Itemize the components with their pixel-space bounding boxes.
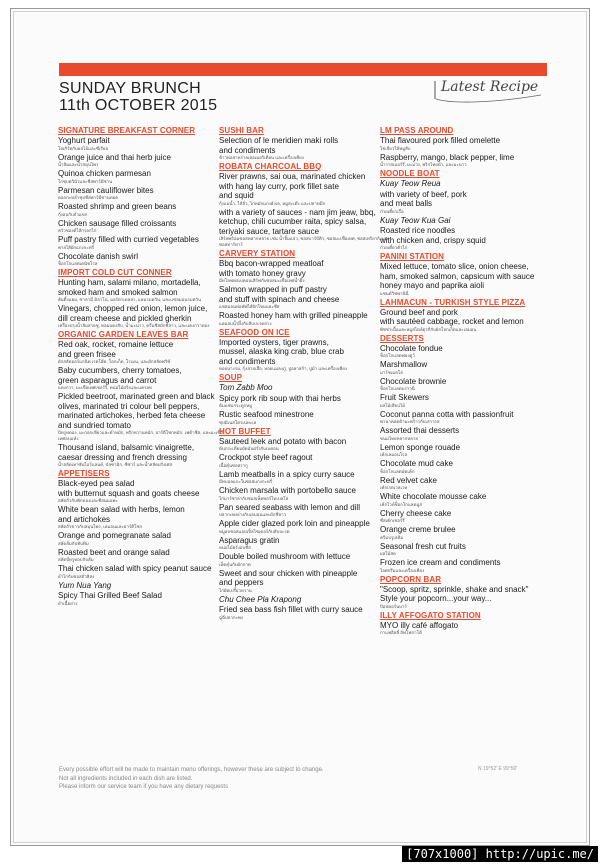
dish-thai-name: พานาคอตต้ามะพร้าวกับเสาวรส xyxy=(380,419,440,424)
menu-item xyxy=(380,344,552,360)
dish-thai-name: ช็อกโกแลตฟองดูว์ xyxy=(380,353,415,358)
menu-item xyxy=(380,585,552,610)
menu-section xyxy=(219,126,391,161)
dish-name: with a variety of sauces - nam jim jeaw, bbq, ketchup, chili cucumber raita, spicy salsa, teriyaki sauce, tartare sauce xyxy=(219,207,376,236)
dish-thai-name: ไก่ผัดเปรี้ยวหวาน xyxy=(219,587,252,593)
menu-item xyxy=(380,542,552,558)
dish-thai-name: ต้นกระเทียมผัดมันฝรั่งกับเบคอน xyxy=(219,446,279,451)
menu-item xyxy=(380,558,552,574)
dish-thai-name: น้ำส้มและน้ำสมุนไพร xyxy=(58,162,99,167)
menu-item xyxy=(380,443,552,459)
dish-thai-name: บีทรูทดอง, มะกอกเขียวและดำหมัก, พริกหวานหมัก, อาร์ติโชกหมัก, เฟต้าชีส, และมะเขือเทศอบแห้ง xyxy=(58,430,223,441)
menu-section xyxy=(380,169,552,251)
dish-name: River prawns, sai oua, marinated chicken with hang lay curry, pork fillet sate and squid xyxy=(219,172,366,200)
dish-name: "Scoop, spritz, sprinkle, shake and snack" Style your popcorn...your way... xyxy=(380,584,529,603)
dish-thai-name: เครื่องปรุงน้ำส้มสายชู, หอมแดงสับ, น้ำมะนาว, ครีมชีสผักชีลาว, และแตงกวาดอง xyxy=(58,323,210,328)
dish-name: Thai flavoured pork filled omelette xyxy=(380,136,501,145)
section-title: SUSHI BAR xyxy=(219,126,264,135)
section-title: CARVERY STATION xyxy=(219,249,296,258)
dish-name: Spicy pork rib soup with thai herbs xyxy=(219,393,341,403)
menu-section xyxy=(380,575,552,610)
menu-section xyxy=(380,126,552,168)
section-title: NOODLE BOAT xyxy=(380,169,440,178)
dish-name: Mixed lettuce, tomato slice, onion cheese, ham, smoked salmon, capsicum with sauce honey mayo and paprika aioli xyxy=(380,262,535,290)
dish-name: Apple cider glazed pork loin and pineapple xyxy=(219,519,370,528)
dish-name: Chu Chee Pla Krapong xyxy=(219,594,302,604)
dish-name: Hunting ham, salami milano, mortadella, smoked ham and smoked salmon xyxy=(58,278,201,297)
dish-name: Chocolate danish swirl xyxy=(58,251,139,261)
dish-thai-name: สลัดส้มกับทับทิม xyxy=(58,540,89,546)
dish-name: Black-eyed pea salad with butternut squash and goats cheese xyxy=(58,479,200,498)
menu-item xyxy=(58,564,230,580)
dish-name: Puff pastry filled with curried vegetables xyxy=(58,235,199,244)
section-title: APPETISERS xyxy=(58,469,110,478)
menu-item xyxy=(58,304,230,329)
menu-title: SUNDAY BRUNCH xyxy=(59,80,201,97)
dish-name: Sauteed leek and potato with bacon xyxy=(219,436,347,446)
section-title: SOUP xyxy=(219,373,243,382)
menu-item xyxy=(219,519,391,535)
dish-name: Ground beef and pork with sautéed cabbage, rocket and lemon xyxy=(380,307,524,326)
dish-name: Crockpot style beef ragout xyxy=(219,453,313,462)
dish-name: Marshmallow xyxy=(380,360,428,369)
dish-name: Pan seared seabass with lemon and dill xyxy=(219,502,360,512)
menu-section xyxy=(58,268,230,329)
dish-thai-name: ไข่เจียวไส้หมูสับ xyxy=(380,145,411,151)
dish-thai-name: ข้าวห่อสาหร่ายเลอเมอริเดียน และเครื่องเคียง xyxy=(219,155,304,160)
dish-name: Chicken marsala with portobello sauce xyxy=(219,486,356,495)
dish-name: Yum Nua Yang xyxy=(58,580,112,590)
dish-name: Kuay Teow Kua Gai xyxy=(380,215,451,225)
dish-thai-name: เค้กเรดเวลเวท xyxy=(380,485,408,490)
dish-name: Assorted thai desserts xyxy=(380,426,460,435)
dish-thai-name: ก๋วยเตี๋ยวเรือ xyxy=(380,208,404,214)
dish-name: Quinoa chicken parmesan xyxy=(58,169,151,178)
menu-item xyxy=(219,172,391,207)
menu-item xyxy=(58,505,230,530)
logo-text: Latest Recipe xyxy=(441,79,539,95)
menu-column-middle xyxy=(219,125,391,622)
dish-thai-name: แตงกวา, มะเขือเทศเชอร์รี่, หน่อไม้ฝรั่งและแครอท xyxy=(58,385,152,390)
menu-section xyxy=(219,328,391,373)
menu-item xyxy=(380,377,552,393)
menu-item xyxy=(58,531,230,547)
menu-date: 11th OCTOBER 2015 xyxy=(59,97,218,114)
menu-column-left xyxy=(58,125,230,608)
header-accent-bar xyxy=(59,63,547,76)
dish-name: Rustic seafood minestrone xyxy=(219,410,314,419)
section-title: SIGNATURE BREAKFAST CORNER xyxy=(58,126,196,135)
menu-item xyxy=(219,470,391,486)
menu-item xyxy=(380,190,552,215)
disclaimer-line: Please inform our service team if you have any dietary requests xyxy=(59,784,229,790)
dish-name: Sweet and sour chicken with pineapple and peppers xyxy=(219,568,358,587)
menu-section xyxy=(380,334,552,574)
menu-item xyxy=(58,443,230,468)
dish-thai-name: ยำไก่กับซอสถั่วลิสง xyxy=(58,573,95,579)
section-title: DESSERTS xyxy=(380,333,424,343)
section-title: PANINI STATION xyxy=(380,252,445,261)
section-title: ROBATA CHARCOAL BBQ xyxy=(219,162,322,171)
dish-thai-name: เสิร์ฟพร้อมซอสหลากหลาย เช่น น้ำจิ้มแจ่ว, ซอสบาร์บีคิว, ซอสมะเขือเทศ, ซอสเทริยากิ และซอสทาร์ทาร์ xyxy=(219,236,389,247)
menu-item xyxy=(380,509,552,525)
menu-item xyxy=(219,208,391,249)
menu-item xyxy=(380,262,552,297)
dish-name: Thai chicken salad with spicy peanut sauce xyxy=(58,564,212,573)
dish-name: Fried sea bass fish fillet with curry sauce xyxy=(219,605,363,614)
dish-name: Asparagus gratin xyxy=(219,535,280,545)
dish-thai-name: หมูอบซอสแอปเปิ้ลไซเดอร์กับสับปะรด xyxy=(219,528,290,534)
dish-thai-name: สลัดถั่วกับฟักทองและชีสนมแพะ xyxy=(58,498,118,503)
section-title: LM PASS AROUND xyxy=(380,126,454,135)
dish-thai-name: แซลมอนห่อพัฟไส้ผักโขมและชีส xyxy=(219,304,280,309)
dish-thai-name: ผลไม้เสียบไม้ xyxy=(380,402,406,408)
menu-section xyxy=(380,611,552,637)
dish-thai-name: มีทบอลแกะในซอสแกงกะหรี่ xyxy=(219,479,273,484)
menu-item xyxy=(380,492,552,508)
menu-item xyxy=(380,476,552,492)
dish-thai-name: แซนด์วิชพานินี่ xyxy=(380,290,409,296)
section-title: POPCORN BAR xyxy=(380,574,442,584)
dish-name: Coconut panna cotta with passionfruit xyxy=(380,409,514,419)
menu-item xyxy=(58,581,230,591)
section-title: IMPORT COLD CUT CONNER xyxy=(58,268,172,277)
upload-watermark[interactable]: [707x1000] http://upic.me/ xyxy=(402,846,598,862)
menu-section xyxy=(380,252,552,297)
dish-name: Kuay Teow Reua xyxy=(380,179,441,188)
dish-name: Spicy Thai Grilled Beef Salad xyxy=(58,591,162,600)
dish-name: Imported oysters, tiger prawns, mussel, alaska king crab, blue crab and condiments xyxy=(219,337,344,366)
menu-item xyxy=(58,479,230,504)
dish-thai-name: ครัวซองต์ไส้กรอกไก่ xyxy=(58,228,97,233)
menu-item xyxy=(58,591,230,607)
dish-thai-name: ยำเนื้อย่าง xyxy=(58,600,78,606)
dish-thai-name: โยเกิร์ตกับผลไม้และซีเรียล xyxy=(58,145,109,151)
menu-item xyxy=(219,552,391,568)
dish-thai-name: หอยนางรม, กุ้งลายเสือ, หอยแมลงภู่, ปูอลาสก้า, ปูม้า และเครื่องเคียง xyxy=(219,366,347,371)
menu-item xyxy=(219,394,391,410)
dish-name: with variety of beef, pork and meat balls xyxy=(380,189,467,208)
menu-item xyxy=(219,536,391,552)
menu-item xyxy=(380,426,552,442)
dish-thai-name: ปลากะพงย่างกับเลมอนและผักชีลาว xyxy=(219,512,287,517)
menu-item xyxy=(380,410,552,426)
dish-name: Bbq bacon-wrapped meatloaf with tomato honey gravy xyxy=(219,259,324,278)
menu-item xyxy=(58,219,230,235)
disclaimer-line: Every possible effort will be made to maintain menu offerings, however these are subject to change. xyxy=(59,767,324,773)
section-title: LAHMACUN - TURKISH STYLE PIZZA xyxy=(380,297,526,307)
menu-section xyxy=(219,427,391,621)
menu-item xyxy=(58,235,230,251)
dish-name: Red oak, rocket, romaine lettuce and green frisee xyxy=(58,340,174,359)
menu-item xyxy=(219,259,391,284)
dish-thai-name: ซุปมิเนสโตรเน่ทะเล xyxy=(219,419,257,425)
dish-name: Thousand island, balsamic vinaigrette, caesar dressing and french dressing xyxy=(58,443,195,462)
menu-section xyxy=(380,298,552,333)
menu-item xyxy=(380,136,552,152)
menu-item xyxy=(380,179,552,189)
dish-thai-name: พิซซ่าเนื้อและหมูสไตล์ตุรกีกับผักร็อกเก็ตและเลมอน xyxy=(380,326,477,332)
dish-thai-name: เค้กเลมอนโรล xyxy=(380,452,408,457)
dish-name: Orange and pomegranate salad xyxy=(58,531,171,540)
dish-thai-name: ผักสลัดออร์แกนิค เรดโอ๊ค, ร็อกเก็ต, โรเมน, และผักสลัดฟริซ์ xyxy=(58,359,171,364)
menu-item xyxy=(58,340,230,365)
dish-name: Tom Zabb Moo xyxy=(219,383,273,392)
section-title: SEAFOOD ON ICE xyxy=(219,327,290,337)
dish-name: MYO illy café affogato xyxy=(380,620,459,630)
dish-thai-name: น้ำราสเบอร์รี่, มะม่วง, พริกไทยดำ, และมะนาว xyxy=(380,162,467,167)
menu-item xyxy=(58,202,230,218)
dish-thai-name: พายไส้ผักแกงกะหรี่ xyxy=(58,244,94,250)
dish-thai-name: สลัดบีทรูทอบกับส้ม xyxy=(58,557,94,562)
menu-section xyxy=(219,373,391,426)
dish-name: Fruit Skewers xyxy=(380,393,429,402)
menu-item xyxy=(219,453,391,469)
menu-item xyxy=(219,486,391,502)
dish-thai-name: ชีสเค้กเชอร์รี่ xyxy=(380,518,405,523)
menu-item xyxy=(380,525,552,541)
dish-name: Baby cucumbers, cherry tomatoes, green asparagus and carrot xyxy=(58,366,182,385)
dish-thai-name: หน่อไม้ฝรั่งอบชีส xyxy=(219,545,251,550)
menu-item xyxy=(219,569,391,594)
dish-thai-name: ฮันติ้งแฮม, ซาลามี่ มิลาโน่, มอร์ตาเดลล่า, แฮมรมควัน, และแซลมอนรมควัน xyxy=(58,297,201,302)
dish-name: Orange juice and thai herb juice xyxy=(58,152,171,162)
dish-name: Raspberry, mango, black pepper, lime xyxy=(380,152,515,162)
menu-item xyxy=(58,252,230,268)
menu-item xyxy=(58,392,230,442)
menu-item xyxy=(219,311,391,327)
dish-thai-name: เค้กไวท์ช็อกโกแลตมูส xyxy=(380,501,422,507)
menu-item xyxy=(58,548,230,564)
dish-name: Roasted shrimp and green beans xyxy=(58,202,177,211)
dish-thai-name: ช็อกโกแลตเดนิชโรล xyxy=(58,261,98,266)
menu-item xyxy=(58,366,230,391)
dish-thai-name: ฉู่ฉี่ปลากะพง xyxy=(219,614,243,620)
dish-name: Orange creme brulee xyxy=(380,525,456,534)
dish-name: Frozen ice cream and condiments xyxy=(380,558,501,567)
menu-item xyxy=(58,169,230,185)
menu-section xyxy=(58,126,230,267)
dish-thai-name: ก๋วยเตี๋ยวคั่วไก่ xyxy=(380,245,408,250)
menu-item xyxy=(380,216,552,226)
dish-thai-name: ช็อกโกแลตบราวนี่ xyxy=(380,386,415,391)
menu-column-right xyxy=(380,125,552,637)
menu-item xyxy=(380,360,552,376)
menu-section xyxy=(58,330,230,468)
disclaimer-line: Not all ingredients included in each dish are listed. xyxy=(59,775,193,782)
menu-section xyxy=(58,469,230,607)
dish-name: Selection of le meridien maki rolls and condiments xyxy=(219,136,339,155)
dish-name: White bean salad with herbs, lemon and artichokes xyxy=(58,505,185,524)
dish-name: White chocolate mousse cake xyxy=(380,492,487,501)
dish-thai-name: เห็ดตุ๋นกับผักกาด xyxy=(219,561,251,567)
location-code: N 19°52' E 99°50' xyxy=(478,766,518,772)
dish-name: Yoghurt parfait xyxy=(58,136,110,145)
section-title: ILLY AFFOGATO STATION xyxy=(380,610,481,620)
dish-thai-name: ป๊อปคอร์นบาร์ xyxy=(380,603,407,609)
menu-item xyxy=(219,285,391,310)
dish-thai-name: กุ้งอบกับถั่วแขก xyxy=(58,211,88,217)
dish-name: Roasted rice noodles with chicken and, crispy squid xyxy=(380,226,486,245)
dish-thai-name: ต้มแซ่บกระดูกหมู xyxy=(219,403,253,408)
dish-thai-name: กาแฟอิลลี่ อัฟโฟกาโต้ xyxy=(380,630,422,635)
dish-thai-name: กุ้งแม่น้ำ, ไส้อั่ว, ไก่หมักแกงฮังเล, หมูสะเต๊ะ และปลาหมึก xyxy=(219,200,326,206)
dish-name: Parmesan cauliflower bites xyxy=(58,185,154,195)
menu-item xyxy=(219,136,391,161)
dish-name: Red velvet cake xyxy=(380,475,437,485)
section-title: HOT BUFFET xyxy=(219,426,271,436)
dish-thai-name: ช็อกโกแลตมัดเค้ก xyxy=(380,468,415,474)
menu-item xyxy=(380,153,552,169)
menu-item xyxy=(219,338,391,373)
dish-name: Lemon sponge rouade xyxy=(380,442,461,452)
dish-name: Chocolate mud cake xyxy=(380,459,453,468)
menu-item xyxy=(219,605,391,621)
menu-item xyxy=(380,459,552,475)
menu-item xyxy=(380,621,552,637)
dish-name: Seasonal fresh cut fruits xyxy=(380,541,466,551)
dish-thai-name: มาร์ชเมลโล่ xyxy=(380,369,403,375)
dish-thai-name: มีทโลฟห่อเบคอนเสิร์ฟกับซอสมะเขือเทศน้ำผึ้ง xyxy=(219,278,305,283)
menu-item xyxy=(380,308,552,333)
menu-item xyxy=(219,595,391,605)
menu-item xyxy=(58,186,230,202)
dish-name: Vinegars, chopped red onion, lemon juice, dill cream cheese and pickled gherkin xyxy=(58,304,208,323)
menu-item xyxy=(219,383,391,393)
dish-thai-name: ครีมบรูเล่ส้ม xyxy=(380,534,404,540)
menu-item xyxy=(219,410,391,426)
dish-thai-name: น้ำสลัดเทาซันไอร์แลนด์, บัลซามิก, ซีซาร์ และน้ำสลัดฝรั่งเศส xyxy=(58,462,173,467)
menu-section xyxy=(219,249,391,327)
dish-name: Pickled beetroot, marinated green and black olives, marinated tri colour bell peppers, marinated artichokes, herbed feta cheese and sundried tomato xyxy=(58,392,215,430)
section-title: ORGANIC GARDEN LEAVES BAR xyxy=(58,330,189,339)
dish-thai-name: สลัดถั่วขาวกับสมุนไพร, เลมอนและอาร์ติโชก xyxy=(58,524,143,529)
dish-name: Chocolate fondue xyxy=(380,343,443,353)
menu-item xyxy=(219,503,391,519)
menu-section xyxy=(219,162,391,248)
dish-thai-name: ขนมไทยหลากหลาย xyxy=(380,435,418,441)
dish-name: Lamb meatballs in a spicy curry sauce xyxy=(219,469,355,479)
dish-thai-name: แฮมอบน้ำผึ้งกับสับปะรดย่าง xyxy=(219,320,272,326)
dish-name: Chocolate brownie xyxy=(380,376,447,386)
dish-thai-name: ไก่ชุบควินัวและชีสพาร์มีซาน xyxy=(58,178,113,184)
menu-item xyxy=(58,136,230,152)
dish-thai-name: ดอกกะหล่ำชุบชีสพาร์มีซานทอด xyxy=(58,195,119,200)
dish-name: Cherry cheese cake xyxy=(380,508,452,518)
dish-thai-name: ไอศกรีมและเครื่องเคียง xyxy=(380,567,425,573)
dish-name: Salmon wrapped in puff pastry and stuff with spinach and cheese xyxy=(219,285,340,304)
menu-item xyxy=(58,278,230,303)
latest-recipe-logo xyxy=(433,77,545,107)
dish-name: Roasted beet and orange salad xyxy=(58,547,170,557)
menu-item xyxy=(380,226,552,251)
menu-item xyxy=(380,393,552,409)
menu-disclaimer xyxy=(59,766,419,792)
dish-name: Roasted honey ham with grilled pineapple xyxy=(219,311,368,320)
dish-thai-name: ไก่มาร์ซาล่ากับซอสเห็ดพอร์โทเบลโล่ xyxy=(219,495,289,501)
menu-item xyxy=(58,153,230,169)
dish-name: Chicken sausage filled croissants xyxy=(58,218,177,228)
menu-item xyxy=(219,437,391,453)
dish-thai-name: เนื้อตุ๋นซอสรากู xyxy=(219,462,248,468)
dish-name: Double boiled mushroom with lettuce xyxy=(219,552,351,561)
dish-thai-name: ผลไม้สด xyxy=(380,551,396,556)
